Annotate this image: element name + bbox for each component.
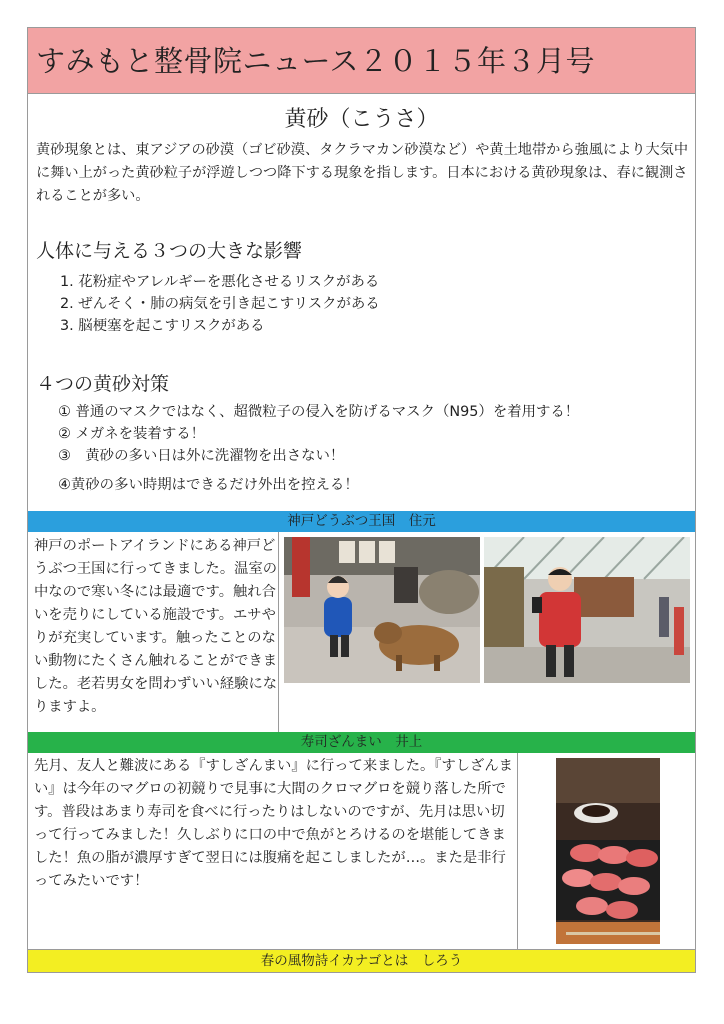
capybara-photo bbox=[284, 537, 480, 683]
yellow-sand-title: 黄砂（こうさ） bbox=[284, 107, 439, 132]
measures-list bbox=[58, 401, 678, 496]
sushi-band-title: 寿司ざんまい 井上 bbox=[28, 732, 695, 753]
measure-item: ② メガネを装着する！ bbox=[58, 426, 205, 442]
yellow-sand-intro: 黄砂現象とは、東アジアの砂漠（ゴビ砂漠、タクラマカン砂漠など）や黄土地帯から強風により大気中に舞い上がった黄砂粒子が浮遊しつつ降下する現象を指します。日本における黄砂現象は、春に観測されることが多い。 bbox=[36, 142, 689, 204]
effect-item: 2. ぜんそく・肺の病気を引き起こすリスクがある bbox=[60, 296, 380, 312]
measure-item: ④黄砂の多い時期はできるだけ外出を控える！ bbox=[58, 477, 359, 493]
effects-heading: 人体に与える３つの大きな影響 bbox=[36, 240, 303, 262]
newsletter-title: すみもと整骨院ニュース２０１５年３月号 bbox=[28, 28, 695, 94]
measure-item: ③ 黄砂の多い日は外に洗濯物を出さない！ bbox=[58, 448, 345, 464]
kobe-article-text: 神戸のポートアイランドにある神戸どうぶつ王国に行ってきました。温室の中なので寒い冬には最適です。触れ合いを売りにしている施設です。エサやりが充実しています。触ったことのない動物にたくさん触れることができました。老若男女を問わずいい経験になりますよ。 bbox=[34, 538, 278, 715]
newsletter-page bbox=[27, 27, 696, 973]
sushi-photo bbox=[556, 758, 660, 944]
measures-heading: ４つの黄砂対策 bbox=[36, 373, 170, 395]
sushi-article-text: 先月、友人と難波にある『すしざんまい』に行って来ました。『すしざんまい』は今年のマグロの初競りで見事に大間のクロマグロを競り落した所です。普段はあまり寿司を食べに行ったりはしないのですが、先月は思い切って行ってみました！久しぶりに口の中で魚がとろけるのを堪能してきました！魚の脂が濃厚すぎて翌日には腹痛を起こしましたが…。また是非行ってみたいです！ bbox=[34, 758, 513, 889]
kobe-band-title: 神戸どうぶつ王国 住元 bbox=[28, 511, 695, 532]
effect-item: 1. 花粉症やアレルギーを悪化させるリスクがある bbox=[60, 274, 380, 290]
effects-list bbox=[60, 271, 680, 337]
ikanago-band-title: 春の風物詩イカナゴとは しろう bbox=[28, 949, 695, 972]
divider bbox=[278, 532, 279, 732]
measure-item: ① 普通のマスクではなく、超微粒子の侵入を防げるマスク（N95）を着用する！ bbox=[58, 404, 580, 420]
greenhouse-photo bbox=[484, 537, 690, 683]
effect-item: 3. 脳梗塞を起こすリスクがある bbox=[60, 318, 265, 334]
